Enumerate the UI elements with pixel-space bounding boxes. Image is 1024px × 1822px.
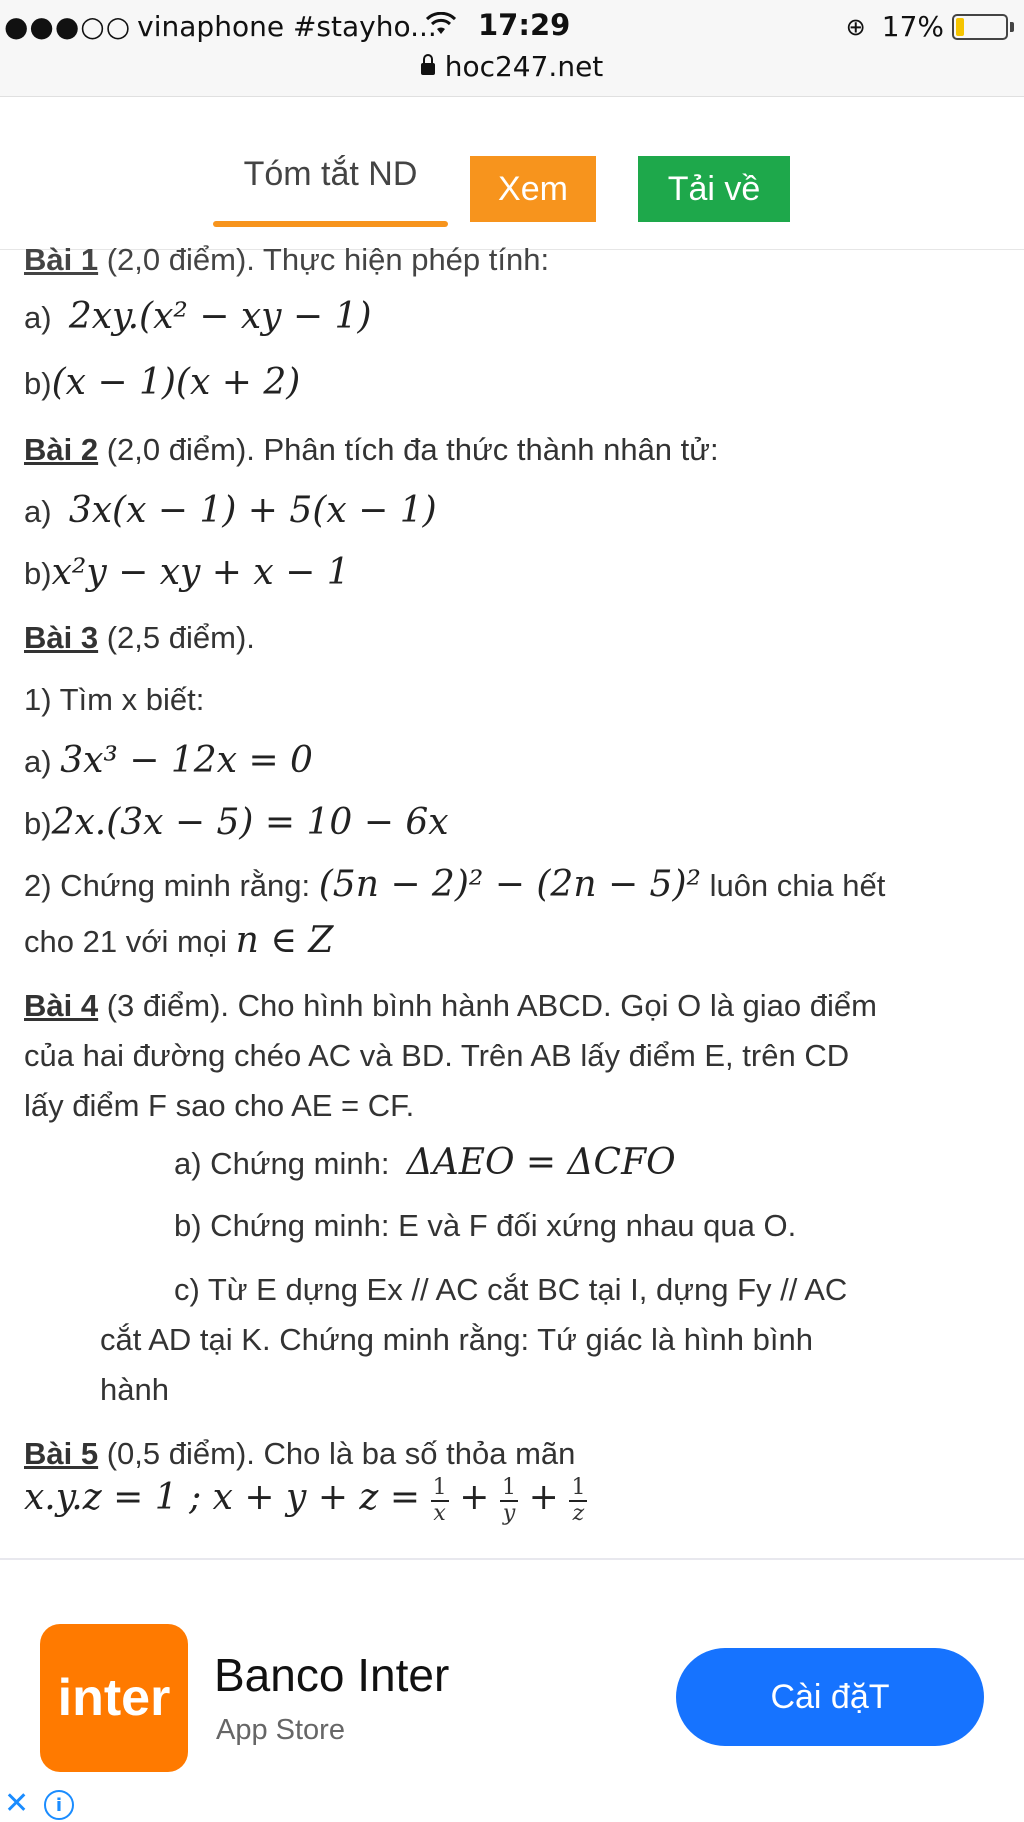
b4-line2: của hai đường chéo AC và BD. Trên AB lấy điểm E, trên CD [24,1038,850,1073]
fraction-1-over-x [431,1476,449,1526]
b2-part-b [24,552,350,593]
b1-b-label: b) [24,366,52,401]
frac-num: 1 [502,1475,517,1500]
ad-app-logo[interactable]: inter [40,1624,188,1772]
ad-app-title[interactable]: Banco Inter [214,1649,450,1701]
b4-line3: lấy điểm F sao cho AE = CF. [24,1088,415,1123]
b3-p1: 1) Tìm x biết: [24,682,205,717]
frac-den: x [433,1501,446,1526]
b4-heading: Bài 4 [24,988,99,1023]
b3-a-math: 3x³ − 12x = 0 [60,740,313,781]
b5-math [24,1476,589,1526]
b4-part-a [174,1142,676,1183]
b3-b-math: 2x.(3x − 5) = 10 − 6x [51,802,449,843]
b5-math-left: x.y.z = 1 ; x + y + z = [24,1477,420,1519]
b3-p2-line2 [24,920,333,961]
ad-store-name: App Store [216,1714,345,1746]
b3-b-label: b) [24,806,52,841]
b2-a-math: 3x(x − 1) + 5(x − 1) [68,490,437,531]
battery-tip [1010,22,1014,32]
view-button[interactable]: Xem [470,156,596,222]
b5-heading: Bài 5 [24,1436,99,1471]
app-install-ad[interactable] [0,1558,1024,1822]
b4-a-text: a) Chứng minh: [174,1146,390,1181]
b3-p2-text: 2) Chứng minh rằng: [24,868,311,903]
b5-title-text: (0,5 điểm). Cho là ba số thỏa mãn [98,1436,576,1471]
battery-icon [952,14,1008,40]
b1-part-a [24,296,372,337]
b3-p2-tail: luôn chia hết [709,868,886,903]
plus-sign: + [459,1477,490,1519]
b3-a-label: a) [24,744,52,779]
b4-part-b: b) Chứng minh: E và F đối xứng nhau qua O. [174,1208,797,1243]
battery-status [846,10,1014,43]
b3-p2 [24,864,885,905]
b5-title [24,1436,575,1472]
b4-title [24,988,877,1024]
status-bar [0,0,1024,97]
b1-a-label: a) [24,300,52,335]
b3-p2-line2-text: cho 21 với mọi [24,924,227,959]
b3-part-b [24,802,449,843]
carrier-name: vinaphone #stayho... [137,10,437,43]
b2-b-label: b) [24,556,52,591]
download-button[interactable]: Tải về [638,156,790,222]
ad-install-button[interactable]: Cài đặT [676,1648,984,1746]
b3-part-a [24,740,313,781]
url-text: hoc247.net [444,50,604,83]
b4-title-text: (3 điểm). Cho hình bình hành ABCD. Gọi O là giao điểm [98,988,877,1023]
b3-heading: Bài 3 [24,620,99,655]
b4-part-c-line1: c) Từ E dựng Ex // AC cắt BC tại I, dựng Fy // AC [174,1272,848,1307]
b1-a-math: 2xy.(x² − xy − 1) [68,296,372,337]
frac-num: 1 [571,1475,586,1500]
b1-title-text: (2,0 điểm). Thực hiện phép tính: [98,242,550,277]
frac-num: 1 [432,1475,447,1500]
carrier-info [4,10,437,43]
b3-title [24,620,255,656]
b2-a-label: a) [24,494,52,529]
ad-info-icon[interactable]: i [44,1790,74,1820]
clock-time: 17:29 [478,8,571,42]
battery-fill [956,18,964,36]
b2-title [24,432,719,468]
battery-percent: 17% [881,10,944,43]
b1-heading: Bài 1 [24,242,99,277]
padlock-icon [421,63,435,75]
b4-part-c-line2: cắt AD tại K. Chứng minh rằng: Tứ giác là hình bình [100,1322,813,1357]
b1-title [24,242,549,278]
tab-active-indicator [213,221,448,227]
b2-heading: Bài 2 [24,432,99,467]
b3-title-text: (2,5 điểm). [98,620,255,655]
plus-sign: + [528,1477,559,1519]
b2-b-math: x²y − xy + x − 1 [51,552,350,593]
frac-den: z [572,1501,585,1526]
signal-strength-icon: ●●●○○ [4,10,132,43]
fraction-1-over-z [569,1476,587,1526]
document-tab-bar [0,97,1024,250]
rotation-lock-icon: ⊕ [845,12,866,41]
b3-p2-math: (5n − 2)² − (2n − 5)² [318,864,701,905]
b3-p2-line2-math: n ∈ Z [235,920,334,961]
b2-title-text: (2,0 điểm). Phân tích đa thức thành nhân tử: [98,432,719,467]
tab-summary[interactable]: Tóm tắt ND [243,155,418,193]
wifi-icon [426,12,456,43]
b4-a-math: ΔAEO = ΔCFO [406,1142,676,1183]
url-bar[interactable] [0,50,1024,83]
ad-close-icon[interactable]: ✕ [4,1786,30,1821]
b1-b-math: (x − 1)(x + 2) [51,362,301,403]
b4-part-c-line3: hành [100,1372,169,1407]
b1-part-b [24,362,300,403]
fraction-1-over-y [500,1476,518,1526]
frac-den: y [502,1501,516,1526]
b2-part-a [24,490,437,531]
